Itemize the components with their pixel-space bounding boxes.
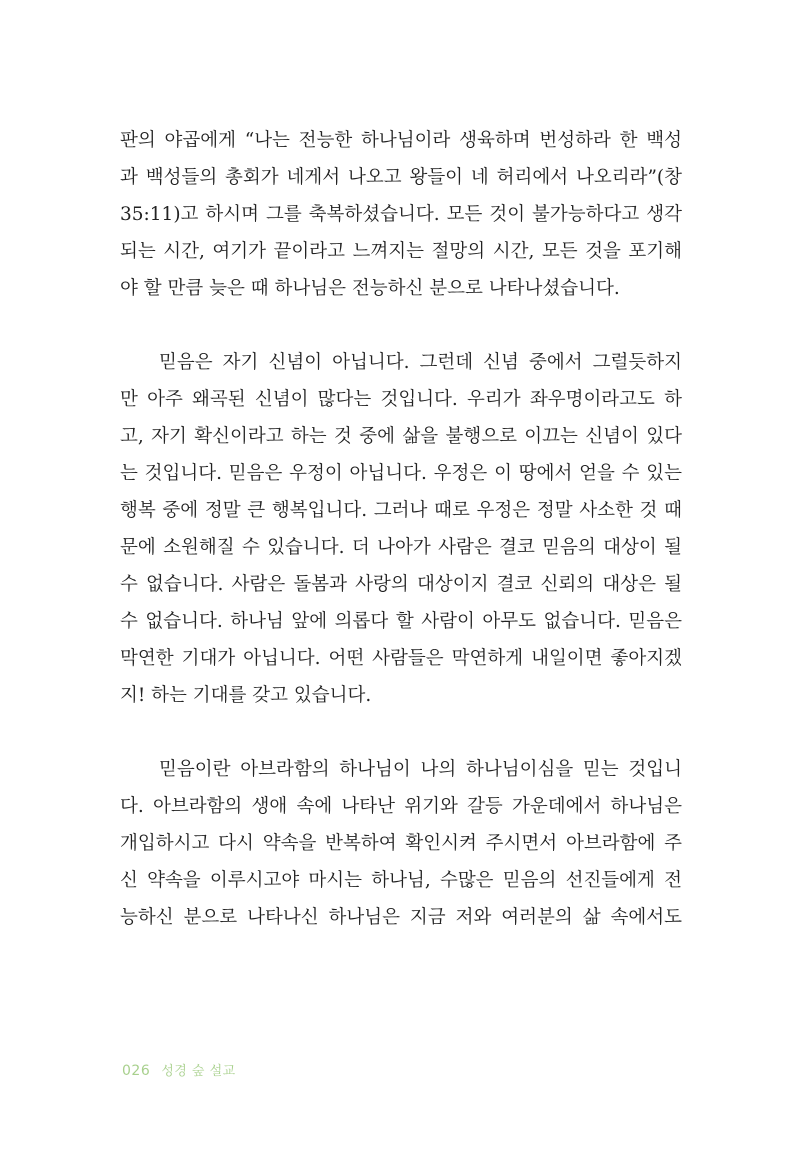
running-title: 성경 숲 설교: [161, 1064, 236, 1079]
text-line: 수 없습니다. 사람은 돌봄과 사랑의 대상이지 결코 신뢰의 대상은 될: [120, 574, 682, 595]
text-line: 막연한 기대가 아닙니다. 어떤 사람들은 막연하게 내일이면 좋아지겠: [120, 648, 682, 669]
paragraph-2: [120, 344, 682, 714]
text-line: 만 아주 왜곡된 신념이 많다는 것입니다. 우리가 좌우명이라고도 하: [120, 389, 682, 410]
text-line: 과 백성들의 총회가 네게서 나오고 왕들이 네 허리에서 나오리라”(창: [120, 167, 682, 188]
text-line: 야 할 만큼 늦은 때 하나님은 전능하신 분으로 나타나셨습니다.: [120, 278, 620, 299]
text-line: 35:11)고 하시며 그를 축복하셨습니다. 모든 것이 불가능하다고 생각: [120, 204, 682, 225]
page-number: 026: [122, 1063, 151, 1079]
text-line: 되는 시간, 여기가 끝이라고 느껴지는 절망의 시간, 모든 것을 포기해: [120, 241, 682, 262]
text-line: 고, 자기 확신이라고 하는 것 중에 삶을 불행으로 이끄는 신념이 있다: [120, 426, 682, 447]
text-line: 개입하시고 다시 약속을 반복하여 확인시켜 주시면서 아브라함에 주: [120, 833, 682, 854]
text-line: 믿음은 자기 신념이 아닙니다. 그런데 신념 중에서 그럴듯하지: [159, 352, 682, 373]
text-line: 지! 하는 기대를 갖고 있습니다.: [120, 685, 372, 706]
text-line: 판의 야곱에게 “나는 전능한 하나님이라 생육하며 번성하라 한 백성: [120, 130, 682, 151]
text-line: 다. 아브라함의 생애 속에 나타난 위기와 갈등 가운데에서 하나님은: [120, 796, 682, 817]
text-line: 신 약속을 이루시고야 마시는 하나님, 수많은 믿음의 선진들에게 전: [120, 870, 682, 891]
text-line: 믿음이란 아브라함의 하나님이 나의 하나님이심을 믿는 것입니: [159, 759, 682, 780]
text-line: 수 없습니다. 하나님 앞에 의롭다 할 사람이 아무도 없습니다. 믿음은: [120, 611, 682, 632]
page-footer: [122, 1060, 236, 1079]
page-body: [120, 122, 682, 936]
text-line: 행복 중에 정말 큰 행복입니다. 그러나 때로 우정은 정말 사소한 것 때: [120, 500, 682, 521]
paragraph-1: [120, 122, 682, 307]
paragraph-3: [120, 751, 682, 936]
paragraph-spacer: [120, 307, 682, 344]
text-line: 문에 소원해질 수 있습니다. 더 나아가 사람은 결코 믿음의 대상이 될: [120, 537, 682, 558]
text-line: 는 것입니다. 믿음은 우정이 아닙니다. 우정은 이 땅에서 얻을 수 있는: [120, 463, 682, 484]
text-line: 능하신 분으로 나타나신 하나님은 지금 저와 여러분의 삶 속에서도: [120, 907, 682, 928]
paragraph-spacer: [120, 714, 682, 751]
